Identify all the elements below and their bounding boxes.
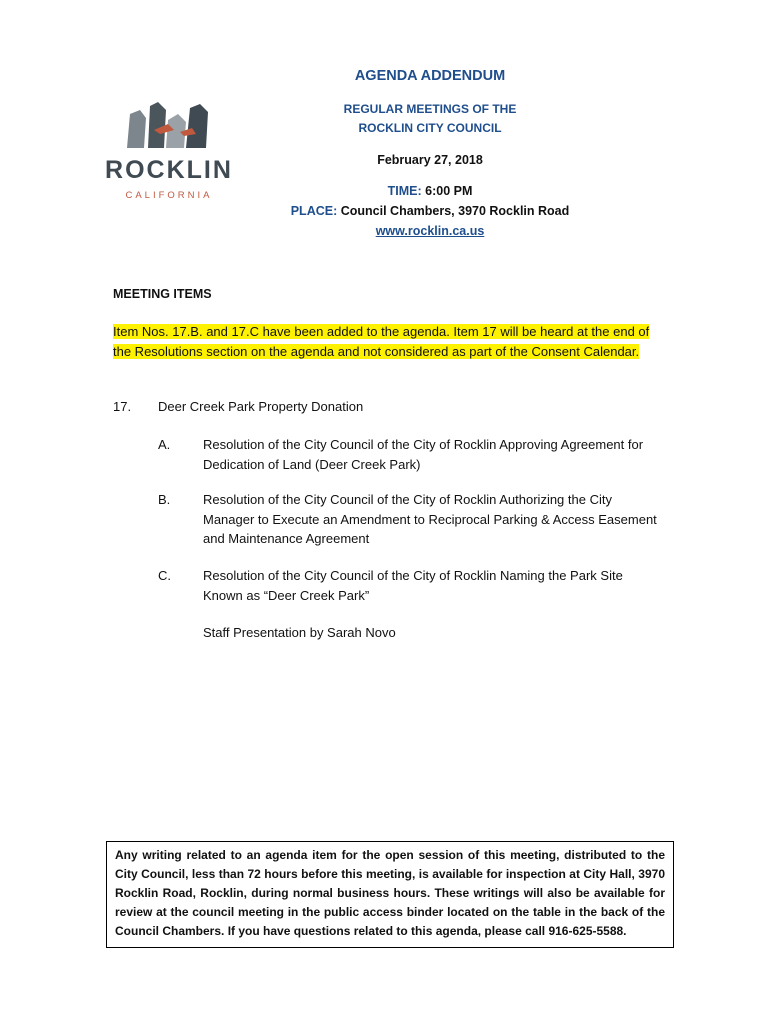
subitem-text-a: Resolution of the City Council of the City of Rocklin Approving Agreement for Dedication of Land (Deer Creek Park) (203, 437, 644, 472)
item-title: Deer Creek Park Property Donation (158, 399, 364, 414)
rocklin-logo (94, 100, 244, 210)
logo-subtitle: CALIFORNIA (125, 190, 213, 201)
place-value: Council Chambers, 3970 Rocklin Road (340, 204, 570, 218)
subitem-letter-b: B. (158, 492, 171, 507)
meeting-type-line2: ROCKLIN CITY COUNCIL (358, 121, 502, 135)
subitem-text-b: Resolution of the City Council of the City of Rocklin Authorizing the City Manager to Execute an Amendment to Reciprocal Parking & Access Easement and Maintenance Agreement (203, 492, 657, 546)
meeting-place (260, 201, 600, 221)
highlighted-text: Item Nos. 17.B. and 17.C have been added to the agenda. Item 17 will be heard at the end of the Resolutions section on the agenda and not considered as part of the Consent Calendar. (113, 324, 650, 359)
meeting-type-line1: REGULAR MEETINGS OF THE (343, 102, 517, 116)
place-label: PLACE: (290, 204, 338, 218)
subitem-text-c: Resolution of the City Council of the City of Rocklin Naming the Park Site Known as “Deer Creek Park” (203, 568, 623, 603)
time-value: 6:00 PM (425, 184, 473, 198)
rock-formation-icon (94, 100, 244, 156)
time-label: TIME: (387, 184, 422, 198)
agenda-header (260, 68, 600, 241)
subitem-letter-c: C. (158, 568, 171, 583)
section-heading: MEETING ITEMS (113, 287, 212, 301)
logo-wordmark: ROCKLIN (105, 156, 233, 184)
page-title: AGENDA ADDENDUM (354, 68, 506, 84)
addendum-note (113, 322, 658, 362)
subitem-letter-a: A. (158, 437, 171, 452)
staff-presentation: Staff Presentation by Sarah Novo (203, 625, 396, 640)
item-number: 17. (113, 399, 132, 414)
website-link[interactable]: www.rocklin.ca.us (375, 224, 485, 238)
meeting-time (260, 181, 600, 201)
meeting-date: February 27, 2018 (377, 153, 483, 167)
public-notice-box: Any writing related to an agenda item for the open session of this meeting, distributed to the City Council, less than 72 hours before this meeting, is available for inspection at City Hall, 3970 Rocklin Road, Rocklin, during normal business hours. These writings will also be available for review at the council meeting in the public access binder located on the table in the back of the Council Chambers. If you have questions related to this agenda, please call 916-625-5588. (106, 841, 674, 948)
